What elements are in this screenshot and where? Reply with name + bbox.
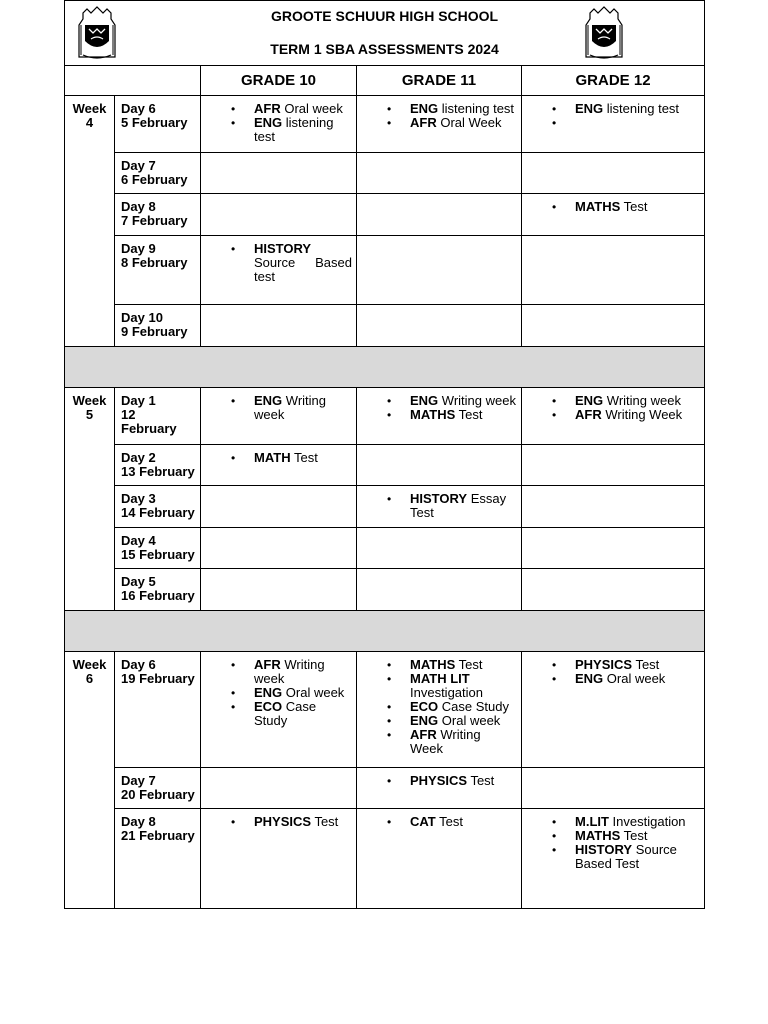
- assessment-list: [361, 815, 517, 829]
- assessment-item: [361, 492, 517, 520]
- grade-10-cell: [201, 768, 357, 809]
- assessment-type: Writing week: [254, 393, 326, 422]
- document-title: TERM 1 SBA ASSESSMENTS 2024: [270, 41, 499, 57]
- grade-12-cell: [522, 388, 705, 445]
- grade-12-cell: [522, 569, 705, 611]
- day-row: [65, 809, 705, 909]
- grade-12-cell: [522, 445, 705, 486]
- assessment-item: [526, 829, 700, 843]
- assessment-list: [361, 658, 517, 756]
- assessment-list: [526, 394, 700, 422]
- day-row: [65, 194, 705, 236]
- day-row: [65, 486, 705, 528]
- school-crest-right: [580, 5, 628, 61]
- grade-12-cell: [522, 194, 705, 236]
- day-row: [65, 305, 705, 347]
- assessment-item: [205, 686, 352, 700]
- day-label: Day 3 14 February: [115, 486, 201, 528]
- schedule-body: [65, 96, 705, 909]
- assessment-item: [205, 700, 352, 728]
- assessment-list: [361, 774, 517, 788]
- day-row: [65, 96, 705, 153]
- grade-12-cell: [522, 486, 705, 528]
- day-row: [65, 768, 705, 809]
- grade-11-cell: [357, 96, 522, 153]
- assessment-type: Case Study: [254, 699, 317, 728]
- subject-code: MATHS: [410, 407, 456, 422]
- day-row: [65, 388, 705, 445]
- grade-10-cell: [201, 809, 357, 909]
- subject-code: ENG: [410, 101, 439, 116]
- subject-code: ECO: [410, 699, 439, 714]
- grade-10-cell: [201, 153, 357, 194]
- subject-code: ENG: [575, 101, 604, 116]
- day-label: Day 7 6 February: [115, 153, 201, 194]
- assessment-type: Writing week: [438, 393, 516, 408]
- assessment-type: Source Based test: [254, 255, 352, 284]
- grade-12-cell: [522, 528, 705, 569]
- grade-10-cell: [201, 528, 357, 569]
- blank-header-cell: [65, 66, 201, 96]
- grade-10-cell: [201, 445, 357, 486]
- assessment-type: Test: [311, 814, 339, 829]
- assessment-type: Essay Test: [410, 491, 507, 520]
- assessment-list: [361, 492, 517, 520]
- assessment-item: [361, 714, 517, 728]
- assessment-type: Source Based Test: [575, 842, 677, 871]
- assessment-item: [205, 102, 352, 116]
- subject-code: ENG: [254, 393, 283, 408]
- subject-code: ENG: [254, 115, 283, 130]
- assessment-type: Test: [455, 657, 483, 672]
- grade-10-cell: [201, 236, 357, 305]
- assessment-document: [64, 0, 704, 909]
- assessment-type: Test: [632, 657, 660, 672]
- assessment-type: Writing Week: [410, 727, 481, 756]
- day-row: [65, 569, 705, 611]
- assessment-item: [361, 102, 517, 116]
- assessment-list: [205, 394, 352, 422]
- grade-12-cell: [522, 809, 705, 909]
- grade-11-cell: [357, 194, 522, 236]
- assessment-item: [361, 672, 517, 700]
- grade-12-cell: [522, 236, 705, 305]
- grade-11-cell: [357, 388, 522, 445]
- assessment-type: Investigation: [608, 814, 686, 829]
- day-label: Day 9 8 February: [115, 236, 201, 305]
- subject-code: HISTORY: [410, 491, 468, 506]
- assessment-list: [361, 102, 517, 130]
- assessment-list: [205, 815, 352, 829]
- assessment-list: [361, 394, 517, 422]
- grade-12-cell: [522, 305, 705, 347]
- grade-11-cell: [357, 236, 522, 305]
- assessment-list: [205, 658, 352, 728]
- assessment-item: [526, 843, 700, 871]
- grade-12-cell: [522, 153, 705, 194]
- assessment-list: [526, 200, 700, 214]
- day-label: Day 8 21 February: [115, 809, 201, 909]
- assessment-list: [205, 451, 352, 465]
- assessment-item: [205, 242, 352, 284]
- assessment-item: [361, 116, 517, 130]
- grade-12-cell: [522, 652, 705, 768]
- assessment-item: [361, 408, 517, 422]
- assessment-item: [205, 451, 352, 465]
- day-label: Day 4 15 February: [115, 528, 201, 569]
- assessment-type: Oral week: [603, 671, 666, 686]
- assessment-type: Case Study: [438, 699, 509, 714]
- grade-11-cell: [357, 809, 522, 909]
- assessment-type: Oral week: [280, 101, 343, 116]
- grade-10-cell: [201, 305, 357, 347]
- subject-code: PHYSICS: [410, 773, 468, 788]
- grade-11-cell: [357, 569, 522, 611]
- assessment-table: [64, 0, 705, 909]
- assessment-item: [526, 394, 700, 408]
- subject-code: AFR: [254, 101, 281, 116]
- grade-12-cell: [522, 96, 705, 153]
- grade-11-cell: [357, 652, 522, 768]
- day-label: Day 1 12 February: [115, 388, 201, 445]
- grade-11-header: GRADE 11: [357, 66, 522, 96]
- grade-10-cell: [201, 96, 357, 153]
- day-label: Day 6 19 February: [115, 652, 201, 768]
- grade-11-cell: [357, 768, 522, 809]
- grade-10-cell: [201, 569, 357, 611]
- assessment-type: Test: [435, 814, 463, 829]
- header-cell: [65, 1, 705, 66]
- week-label: Week 6: [65, 652, 115, 909]
- grade-10-cell: [201, 194, 357, 236]
- assessment-type: Writing week: [254, 657, 325, 686]
- assessment-type: Test: [467, 773, 495, 788]
- grade-12-header: GRADE 12: [522, 66, 705, 96]
- assessment-item: [526, 815, 700, 829]
- assessment-item: [205, 658, 352, 686]
- assessment-type: Test: [455, 407, 483, 422]
- subject-code: HISTORY: [254, 241, 312, 256]
- subject-code: AFR: [410, 115, 437, 130]
- grade-11-cell: [357, 486, 522, 528]
- subject-code: HISTORY: [575, 842, 633, 857]
- assessment-item: [526, 658, 700, 672]
- subject-code: ENG: [575, 393, 604, 408]
- day-label: Day 6 5 February: [115, 96, 201, 153]
- assessment-list: [526, 102, 700, 116]
- assessment-list: [526, 815, 700, 871]
- subject-code: MATHS: [575, 828, 621, 843]
- day-row: [65, 528, 705, 569]
- week-separator: [65, 611, 705, 652]
- subject-code: ECO: [254, 699, 283, 714]
- assessment-item: [205, 394, 352, 422]
- assessment-type: listening test: [603, 101, 680, 116]
- subject-code: MATHS: [575, 199, 621, 214]
- day-row: [65, 445, 705, 486]
- grade-10-cell: [201, 486, 357, 528]
- assessment-type: Oral week: [438, 713, 501, 728]
- grade-11-cell: [357, 153, 522, 194]
- assessment-type: listening test: [438, 101, 515, 116]
- subject-code: ENG: [254, 685, 283, 700]
- subject-code: M.LIT: [575, 814, 609, 829]
- school-name: GROOTE SCHUUR HIGH SCHOOL: [270, 8, 499, 24]
- assessment-type: Test: [620, 828, 648, 843]
- assessment-type: Investigation: [410, 685, 483, 700]
- separator-cell: [65, 611, 705, 652]
- assessment-type: Oral week: [282, 685, 345, 700]
- assessment-item: [205, 815, 352, 829]
- grade-header-row: [65, 66, 705, 96]
- subject-code: AFR: [254, 657, 281, 672]
- day-label: Day 10 9 February: [115, 305, 201, 347]
- assessment-type: Oral Week: [436, 115, 502, 130]
- assessment-item: [361, 394, 517, 408]
- assessment-type: listening test: [254, 115, 334, 144]
- day-row: [65, 236, 705, 305]
- assessment-item: [361, 815, 517, 829]
- assessment-item: [205, 116, 352, 144]
- day-label: Day 2 13 February: [115, 445, 201, 486]
- subject-code: CAT: [410, 814, 436, 829]
- grade-10-header: GRADE 10: [201, 66, 357, 96]
- grade-10-cell: [201, 652, 357, 768]
- assessment-type: Test: [620, 199, 648, 214]
- assessment-item: [361, 728, 517, 756]
- day-label: Day 8 7 February: [115, 194, 201, 236]
- subject-code: ENG: [575, 671, 604, 686]
- assessment-list: [526, 658, 700, 686]
- subject-code: PHYSICS: [575, 657, 633, 672]
- assessment-list: [205, 102, 352, 144]
- assessment-item: [361, 700, 517, 714]
- subject-code: AFR: [410, 727, 437, 742]
- grade-12-cell: [522, 768, 705, 809]
- subject-code: ENG: [410, 713, 439, 728]
- assessment-type: Writing Week: [601, 407, 683, 422]
- assessment-type: Writing week: [603, 393, 681, 408]
- subject-code: PHYSICS: [254, 814, 312, 829]
- assessment-item: [526, 102, 700, 116]
- week-label: Week 4: [65, 96, 115, 347]
- day-label: Day 5 16 February: [115, 569, 201, 611]
- subject-code: ENG: [410, 393, 439, 408]
- assessment-list: [205, 242, 352, 284]
- week-label: Week 5: [65, 388, 115, 611]
- grade-10-cell: [201, 388, 357, 445]
- assessment-item: [526, 200, 700, 214]
- subject-code: MATH LIT: [410, 671, 470, 686]
- assessment-item: [361, 774, 517, 788]
- assessment-item: [361, 658, 517, 672]
- subject-code: MATHS: [410, 657, 456, 672]
- subject-code: MATH: [254, 450, 291, 465]
- separator-cell: [65, 347, 705, 388]
- day-row: [65, 153, 705, 194]
- assessment-item: [526, 672, 700, 686]
- week-separator: [65, 347, 705, 388]
- assessment-item: [526, 408, 700, 422]
- grade-11-cell: [357, 305, 522, 347]
- grade-11-cell: [357, 445, 522, 486]
- day-label: Day 7 20 February: [115, 768, 201, 809]
- assessment-type: Test: [290, 450, 318, 465]
- day-row: [65, 652, 705, 768]
- grade-11-cell: [357, 528, 522, 569]
- subject-code: AFR: [575, 407, 602, 422]
